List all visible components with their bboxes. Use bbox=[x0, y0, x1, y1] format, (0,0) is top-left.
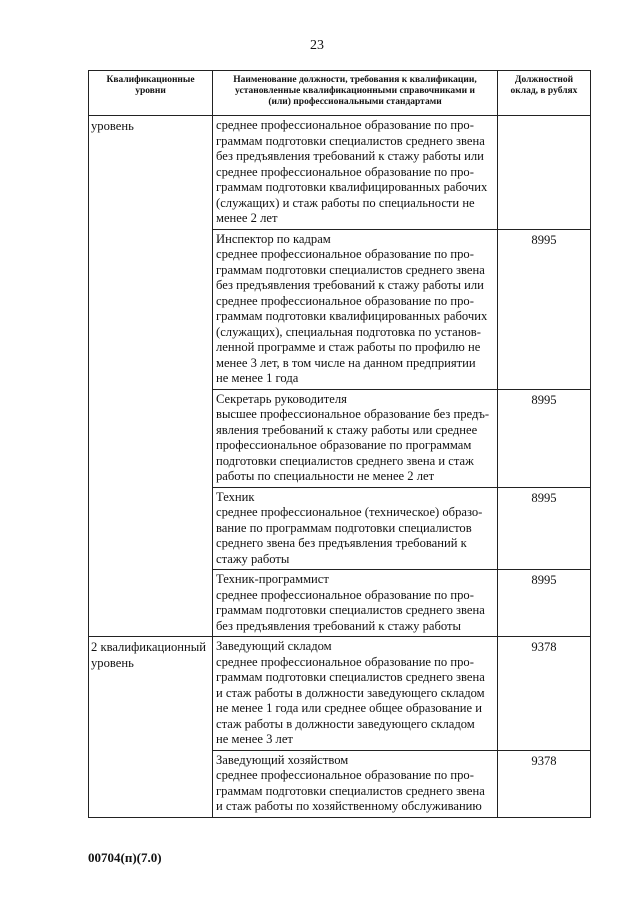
salary-cell: 9378 bbox=[498, 750, 591, 817]
position-title: Заведующий складом bbox=[216, 639, 332, 653]
salary-cell: 8995 bbox=[498, 229, 591, 389]
position-title: Секретарь руководителя bbox=[216, 391, 347, 406]
qualification-level-cell bbox=[89, 637, 213, 818]
requirement-line: граммам подготовки квалифицированных рабочих bbox=[216, 309, 488, 323]
requirement-line: менее 2 лет bbox=[216, 211, 278, 225]
header-line: (или) профессиональными стандартами bbox=[268, 97, 442, 107]
requirement-line: без предъявления требований к стажу работы bbox=[216, 618, 461, 633]
requirement-line: стаж работы в должности заведующего складом bbox=[216, 716, 475, 731]
requirements-cell bbox=[213, 116, 498, 230]
requirement-line: явления требований к стажу работы или среднее bbox=[216, 422, 478, 437]
salary-cell: 8995 bbox=[498, 487, 591, 570]
requirements-cell bbox=[213, 229, 498, 389]
salary-cell bbox=[498, 116, 591, 230]
requirement-line: граммам подготовки специалистов среднего звена bbox=[216, 603, 485, 617]
salary-cell: 9378 bbox=[498, 637, 591, 751]
requirement-line: и стаж работы по хозяйственному обслуживанию bbox=[216, 799, 482, 813]
header-position-requirements bbox=[213, 71, 498, 116]
header-line: Должностной bbox=[514, 75, 574, 85]
document-code: 00704(п)(7.0) bbox=[88, 850, 162, 865]
requirement-line: граммам подготовки специалистов среднего звена bbox=[216, 670, 485, 684]
position-title: Техник-программист bbox=[216, 572, 329, 586]
requirement-line: не менее 1 года bbox=[216, 371, 299, 385]
page-number: 23 bbox=[310, 38, 324, 53]
position-title: Заведующий хозяйством bbox=[216, 752, 349, 767]
requirement-line: среднего звена без предъявления требований к bbox=[216, 536, 467, 550]
requirement-line: граммам подготовки специалистов среднего звена bbox=[216, 783, 485, 798]
requirement-line: граммам подготовки квалифицированных рабочих bbox=[216, 180, 488, 194]
requirement-line: подготовки специалистов среднего звена и стаж bbox=[216, 453, 474, 468]
requirement-line: среднее профессиональное образование по про- bbox=[216, 587, 474, 602]
requirement-line: не менее 3 лет bbox=[216, 732, 293, 746]
requirement-line: среднее профессиональное образование по про- bbox=[216, 247, 474, 261]
requirement-line: и стаж работы в должности заведующего складом bbox=[216, 685, 485, 700]
qualification-table bbox=[88, 70, 591, 818]
level-text: уровень bbox=[91, 119, 134, 133]
table-row bbox=[89, 116, 591, 230]
requirements-cell bbox=[213, 637, 498, 751]
requirement-line: среднее профессиональное образование по про- bbox=[216, 164, 474, 179]
header-line: оклад, в рублях bbox=[510, 86, 578, 96]
salary-cell: 8995 bbox=[498, 389, 591, 487]
requirement-line: среднее профессиональное образование по про- bbox=[216, 654, 474, 669]
requirements-cell bbox=[213, 570, 498, 637]
qualification-level-cell bbox=[89, 116, 213, 637]
requirement-line: ленной программе и стаж работы по профилю не bbox=[216, 340, 481, 354]
requirement-line: граммам подготовки специалистов среднего звена bbox=[216, 262, 485, 277]
requirement-line: вание по программам подготовки специалистов bbox=[216, 520, 472, 535]
table-row bbox=[89, 637, 591, 751]
level-text: уровень bbox=[91, 655, 134, 670]
header-salary bbox=[498, 71, 591, 116]
header-line: установленные квалификационными справочниками и bbox=[235, 86, 475, 96]
requirement-line: без предъявления требований к стажу работы или bbox=[216, 278, 484, 292]
table-header-row bbox=[89, 71, 591, 116]
requirement-line: среднее профессиональное (техническое) образо- bbox=[216, 505, 483, 519]
requirements-cell bbox=[213, 389, 498, 487]
requirement-line: среднее профессиональное образование по про- bbox=[216, 293, 474, 308]
header-qualification-levels bbox=[89, 71, 213, 116]
requirement-line: граммам подготовки специалистов среднего звена bbox=[216, 133, 485, 148]
requirement-line: (служащих), специальная подготовка по установ- bbox=[216, 324, 481, 339]
requirement-line: (служащих) и стаж работы по специальности не bbox=[216, 195, 475, 210]
level-text: 2 квалификационный bbox=[91, 640, 206, 654]
requirement-line: среднее профессиональное образование по про- bbox=[216, 768, 474, 782]
position-title: Инспектор по кадрам bbox=[216, 231, 331, 246]
header-line: уровни bbox=[135, 86, 166, 96]
header-line: Квалификационные bbox=[106, 75, 195, 85]
position-title: Техник bbox=[216, 489, 255, 504]
requirements-cell bbox=[213, 750, 498, 817]
requirements-cell bbox=[213, 487, 498, 570]
requirement-line: работы по специальности не менее 2 лет bbox=[216, 469, 435, 483]
requirement-line: среднее профессиональное образование по про- bbox=[216, 118, 474, 132]
requirement-line: профессиональное образование по программам bbox=[216, 438, 472, 452]
requirement-line: стажу работы bbox=[216, 551, 290, 566]
salary-cell: 8995 bbox=[498, 570, 591, 637]
header-line: Наименование должности, требования к квалификации, bbox=[233, 75, 477, 85]
requirement-line: не менее 1 года или среднее общее образование и bbox=[216, 701, 483, 715]
requirement-line: без предъявления требований к стажу работы или bbox=[216, 149, 484, 163]
requirement-line: менее 3 лет, в том числе на данном предприятии bbox=[216, 355, 476, 370]
requirement-line: высшее профессиональное образование без предъ- bbox=[216, 407, 490, 421]
